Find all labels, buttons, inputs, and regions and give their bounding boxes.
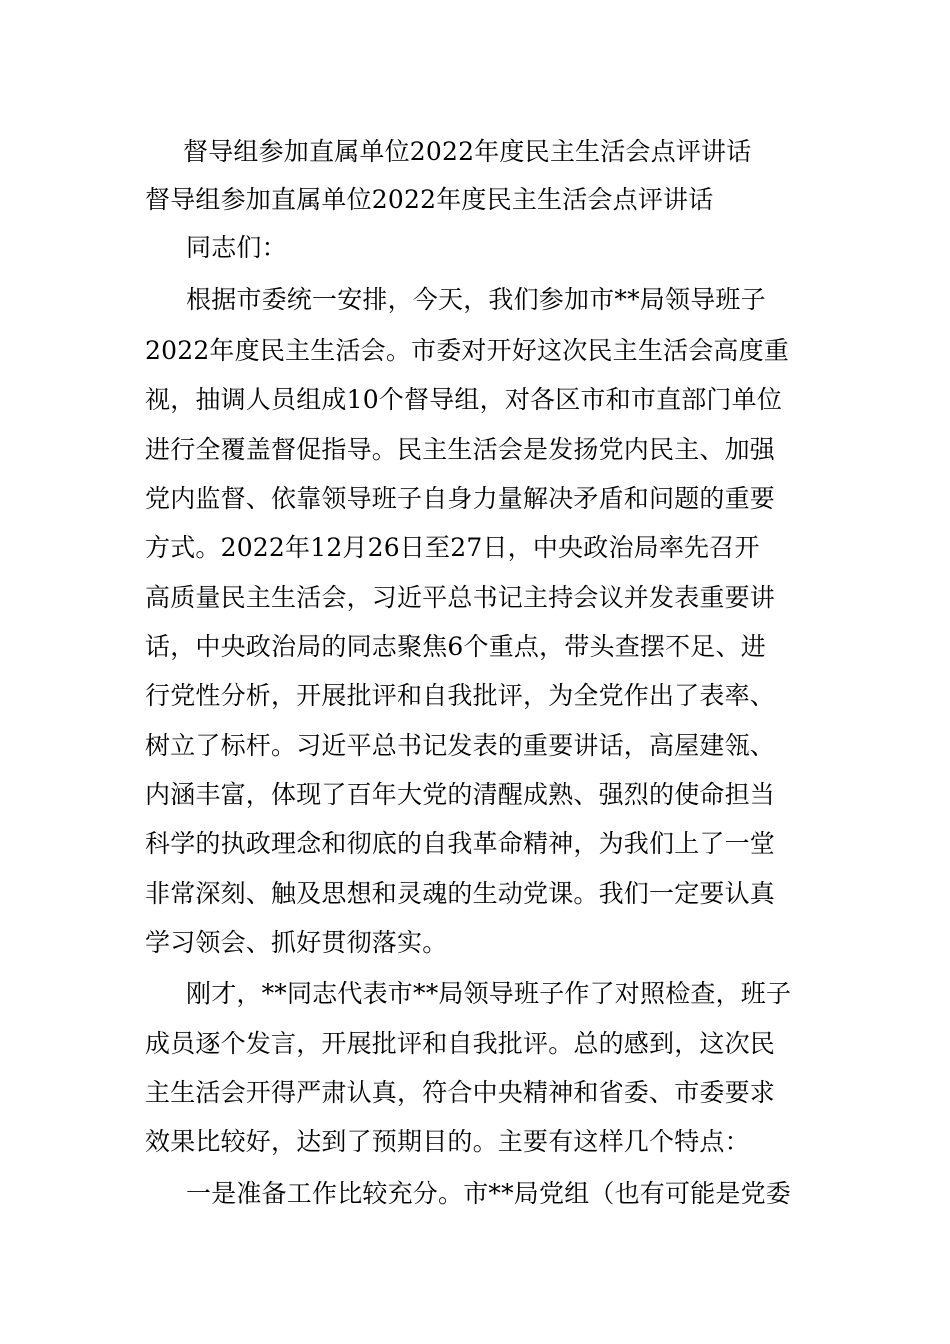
document-title: 督导组参加直属单位2022年度民主生活会点评讲话 xyxy=(183,137,752,166)
paragraph-line: 非常深刻、触及思想和灵魂的生动党课。我们一定要认真 xyxy=(145,879,776,908)
paragraph-line: 话，中央政治局的同志聚焦6个重点，带头查摆不足、进 xyxy=(145,632,766,661)
paragraph-line: 树立了标杆。习近平总书记发表的重要讲话，高屋建瓴、 xyxy=(145,731,776,760)
paragraph-line: 内涵丰富，体现了百年大党的清醒成熟、强烈的使命担当 xyxy=(145,780,776,809)
paragraph-line: 刚才，**同志代表市**局领导班子作了对照检查，班子 xyxy=(186,979,792,1008)
paragraph-line: 2022年度民主生活会。市委对开好这次民主生活会高度重 xyxy=(145,336,790,365)
paragraph-line: 根据市委统一安排，今天，我们参加市**局领导班子 xyxy=(186,285,766,314)
salutation: 同志们： xyxy=(186,233,287,262)
document-subtitle: 督导组参加直属单位2022年度民主生活会点评讲话 xyxy=(145,185,714,214)
paragraph-line: 视，抽调人员组成10个督导组，对各区市和市直部门单位 xyxy=(145,385,783,414)
paragraph-line: 成员逐个发言，开展批评和自我批评。总的感到，这次民 xyxy=(145,1029,776,1058)
paragraph-line: 一是准备工作比较充分。市**局党组（也有可能是党委 xyxy=(186,1179,792,1208)
paragraph-line: 科学的执政理念和彻底的自我革命精神，为我们上了一堂 xyxy=(145,829,776,858)
paragraph-line: 主生活会开得严肃认真，符合中央精神和省委、市委要求 xyxy=(145,1078,776,1107)
paragraph-line: 效果比较好，达到了预期目的。主要有这样几个特点： xyxy=(145,1127,750,1156)
paragraph-line: 进行全覆盖督促指导。民主生活会是发扬党内民主、加强 xyxy=(145,435,776,464)
paragraph-line: 方式。2022年12月26日至27日，中央政治局率先召开 xyxy=(145,533,760,562)
paragraph-line: 党内监督、依靠领导班子自身力量解决矛盾和问题的重要 xyxy=(145,484,776,513)
paragraph-line: 行党性分析，开展批评和自我批评，为全党作出了表率、 xyxy=(145,681,776,710)
paragraph-line: 高质量民主生活会，习近平总书记主持会议并发表重要讲 xyxy=(145,583,776,612)
paragraph-line: 学习领会、抓好贯彻落实。 xyxy=(145,928,448,957)
